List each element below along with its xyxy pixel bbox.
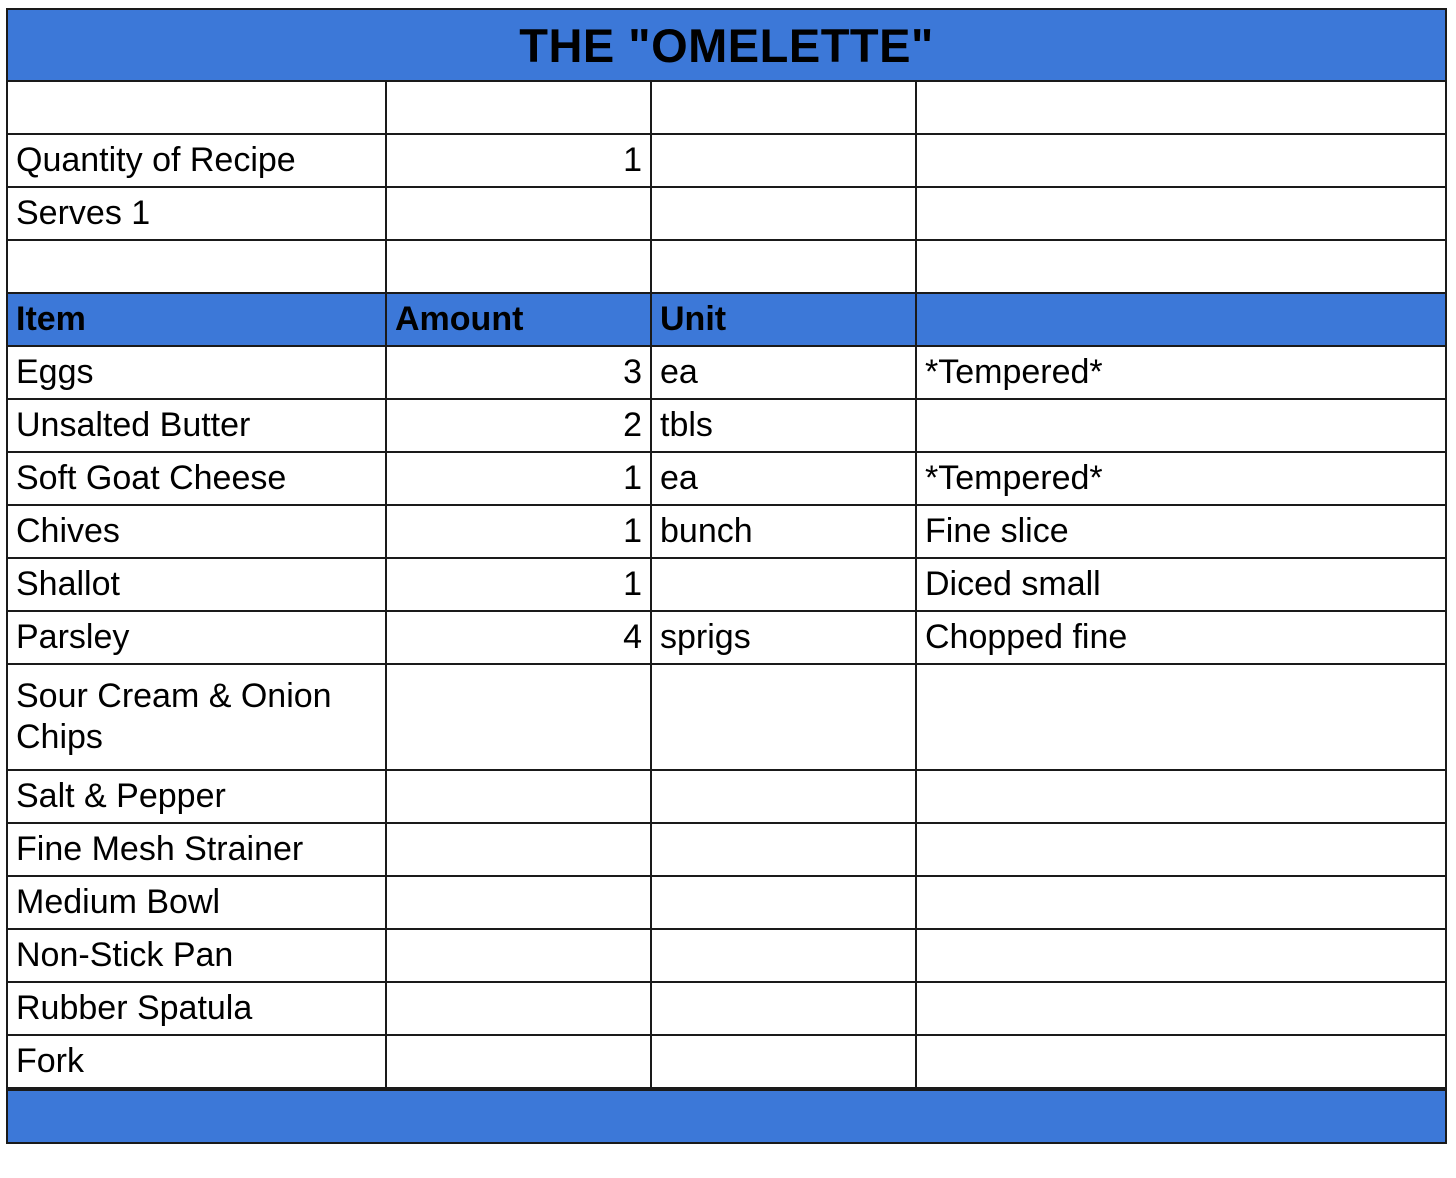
amount-cell[interactable]: 2	[386, 399, 651, 452]
table-row	[8, 823, 1445, 876]
meta-note-cell[interactable]	[916, 134, 1445, 187]
note-cell[interactable]	[916, 664, 1445, 770]
meta-unit-cell[interactable]	[651, 240, 916, 293]
unit-cell[interactable]: tbls	[651, 399, 916, 452]
unit-cell[interactable]	[651, 664, 916, 770]
unit-cell[interactable]: bunch	[651, 505, 916, 558]
unit-cell[interactable]	[651, 929, 916, 982]
amount-cell[interactable]	[386, 1035, 651, 1088]
item-cell[interactable]: Shallot	[8, 558, 386, 611]
unit-cell[interactable]: ea	[651, 452, 916, 505]
recipe-sheet	[6, 8, 1447, 1144]
column-header-unit[interactable]: Unit	[651, 293, 916, 346]
unit-cell[interactable]	[651, 982, 916, 1035]
amount-cell[interactable]	[386, 770, 651, 823]
serves-label-cell[interactable]: Serves 1	[8, 187, 386, 240]
item-cell[interactable]: Parsley	[8, 611, 386, 664]
amount-cell[interactable]: 1	[386, 558, 651, 611]
table-row	[8, 1035, 1445, 1088]
note-cell[interactable]	[916, 876, 1445, 929]
meta-value-cell[interactable]	[386, 82, 651, 134]
table-row	[8, 399, 1445, 452]
meta-row-blank-bottom	[8, 240, 1445, 293]
amount-cell[interactable]: 4	[386, 611, 651, 664]
recipe-table	[8, 82, 1445, 1089]
note-cell[interactable]: Diced small	[916, 558, 1445, 611]
note-cell[interactable]: Fine slice	[916, 505, 1445, 558]
item-cell[interactable]: Eggs	[8, 346, 386, 399]
note-cell[interactable]	[916, 982, 1445, 1035]
meta-value-cell[interactable]	[386, 187, 651, 240]
item-cell[interactable]: Salt & Pepper	[8, 770, 386, 823]
column-header-row	[8, 293, 1445, 346]
meta-unit-cell[interactable]	[651, 82, 916, 134]
recipe-title: THE "OMELETTE"	[519, 18, 934, 72]
table-row	[8, 664, 1445, 770]
amount-cell[interactable]: 1	[386, 452, 651, 505]
column-header-amount[interactable]: Amount	[386, 293, 651, 346]
amount-cell[interactable]: 1	[386, 505, 651, 558]
note-cell[interactable]	[916, 823, 1445, 876]
note-cell[interactable]	[916, 1035, 1445, 1088]
meta-note-cell[interactable]	[916, 82, 1445, 134]
unit-cell[interactable]	[651, 1035, 916, 1088]
note-cell[interactable]	[916, 399, 1445, 452]
item-cell[interactable]: Soft Goat Cheese	[8, 452, 386, 505]
meta-row-quantity	[8, 134, 1445, 187]
meta-value-cell[interactable]	[386, 240, 651, 293]
table-row	[8, 982, 1445, 1035]
table-row	[8, 770, 1445, 823]
amount-cell[interactable]	[386, 929, 651, 982]
quantity-label-cell[interactable]: Quantity of Recipe	[8, 134, 386, 187]
meta-row-serves	[8, 187, 1445, 240]
item-cell[interactable]: Non-Stick Pan	[8, 929, 386, 982]
column-header-note[interactable]	[916, 293, 1445, 346]
item-cell[interactable]: Fork	[8, 1035, 386, 1088]
amount-cell[interactable]	[386, 876, 651, 929]
note-cell[interactable]: *Tempered*	[916, 346, 1445, 399]
meta-unit-cell[interactable]	[651, 187, 916, 240]
unit-cell[interactable]	[651, 770, 916, 823]
item-cell[interactable]: Chives	[8, 505, 386, 558]
amount-cell[interactable]: 3	[386, 346, 651, 399]
quantity-value-cell[interactable]: 1	[386, 134, 651, 187]
meta-note-cell[interactable]	[916, 187, 1445, 240]
note-cell[interactable]	[916, 929, 1445, 982]
amount-cell[interactable]	[386, 982, 651, 1035]
note-cell[interactable]	[916, 770, 1445, 823]
meta-label-cell[interactable]	[8, 240, 386, 293]
unit-cell[interactable]	[651, 558, 916, 611]
item-cell[interactable]: Sour Cream & Onion Chips	[8, 664, 386, 770]
meta-row-blank-top	[8, 82, 1445, 134]
note-cell[interactable]: Chopped fine	[916, 611, 1445, 664]
item-cell[interactable]: Rubber Spatula	[8, 982, 386, 1035]
item-cell[interactable]: Medium Bowl	[8, 876, 386, 929]
meta-note-cell[interactable]	[916, 240, 1445, 293]
meta-label-cell[interactable]	[8, 82, 386, 134]
unit-cell[interactable]: sprigs	[651, 611, 916, 664]
column-header-item[interactable]: Item	[8, 293, 386, 346]
unit-cell[interactable]: ea	[651, 346, 916, 399]
amount-cell[interactable]	[386, 823, 651, 876]
amount-cell[interactable]	[386, 664, 651, 770]
unit-cell[interactable]	[651, 876, 916, 929]
table-row	[8, 876, 1445, 929]
table-row	[8, 611, 1445, 664]
table-row	[8, 452, 1445, 505]
table-row	[8, 929, 1445, 982]
item-cell[interactable]: Unsalted Butter	[8, 399, 386, 452]
table-row	[8, 346, 1445, 399]
table-row	[8, 505, 1445, 558]
table-row	[8, 558, 1445, 611]
note-cell[interactable]: *Tempered*	[916, 452, 1445, 505]
title-bar	[8, 10, 1445, 82]
meta-unit-cell[interactable]	[651, 134, 916, 187]
unit-cell[interactable]	[651, 823, 916, 876]
footer-bar	[8, 1089, 1445, 1142]
item-cell[interactable]: Fine Mesh Strainer	[8, 823, 386, 876]
